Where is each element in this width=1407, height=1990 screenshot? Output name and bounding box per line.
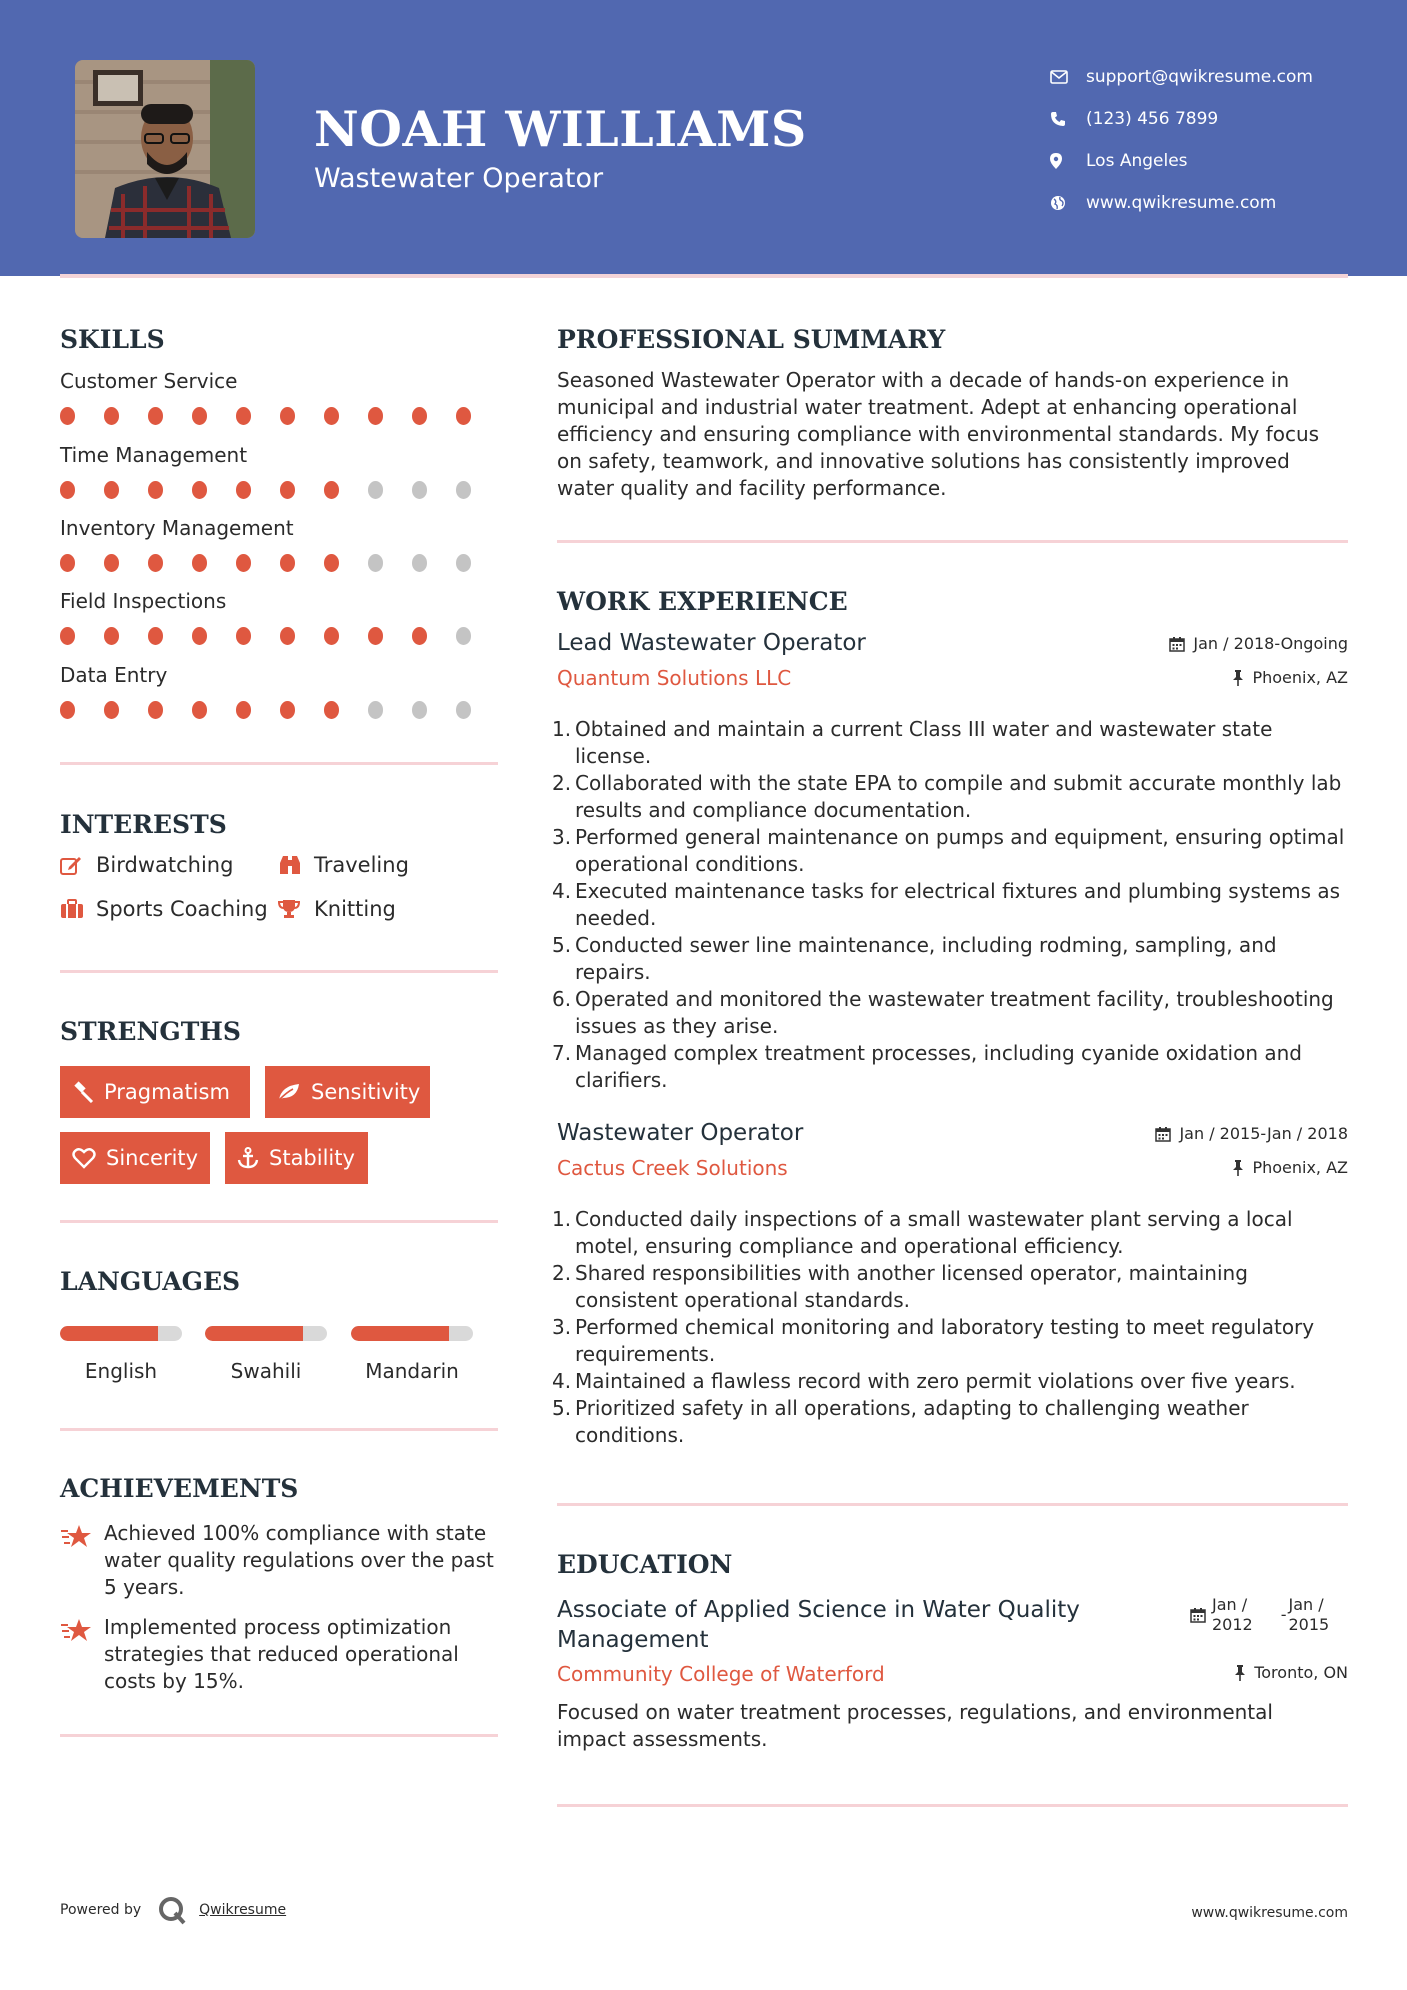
skill-dot [148,701,163,719]
job-bullet: 4. Executed maintenance tasks for electrical fixtures and plumbing systems as needed. [552,879,1341,930]
skill-dot [60,701,75,719]
leaf-icon [277,1082,301,1102]
interest-label: Traveling [314,853,409,877]
job-bullet: 6. Operated and monitored the wastewater treatment facility, troubleshooting issues as they arise. [552,987,1334,1038]
envelope-icon [1050,70,1086,84]
qwikresume-logo-icon [157,1895,187,1925]
experience-title: WORK EXPERIENCE [557,587,848,616]
star-icon [60,1520,104,1601]
skill-dot [280,407,295,425]
skill-rating [60,554,500,572]
section-divider [60,1734,498,1737]
language-bar [205,1326,327,1341]
candidate-title: Wastewater Operator [314,163,604,194]
education-end: Jan / 2015 [1288,1595,1330,1634]
summary-title: PROFESSIONAL SUMMARY [557,325,946,354]
job-company: Quantum Solutions LLC [557,666,792,690]
skill-dot [192,554,207,572]
skill-dot [280,701,295,719]
binoculars-icon [278,855,314,875]
calendar-icon [1190,1607,1206,1623]
job-bullets [552,1206,1348,1449]
education-start: Jan / 2012 [1212,1595,1253,1634]
star-icon [60,1614,104,1695]
job-bullet: 3. Performed chemical monitoring and laboratory testing to meet regulatory requirements. [552,1315,1315,1366]
language-bar-fill [205,1326,303,1341]
job-entry [552,630,1348,1094]
skill-dot [60,407,75,425]
skill-dot [236,554,251,572]
skill-dot [236,627,251,645]
job-role: Wastewater Operator [557,1120,804,1146]
achievement-item [60,1614,500,1695]
section-divider [60,762,498,765]
skill-dot [412,554,427,572]
skill-rating [60,481,500,499]
job-location-text: Phoenix, AZ [1252,668,1348,687]
education-description: Focused on water treatment processes, regulations, and environmental impact assessments. [557,1700,1273,1751]
contact-website-text: www.qwikresume.com [1086,193,1277,213]
skill-item [60,663,500,719]
skill-dot [412,627,427,645]
interest-label: Birdwatching [96,853,234,877]
resume-header [0,0,1407,276]
skill-dot [280,554,295,572]
education-dates [1190,1595,1329,1635]
language-bar-fill [60,1326,158,1341]
trophy-icon [278,899,314,919]
briefcase-icon [60,899,96,919]
job-company: Cactus Creek Solutions [557,1156,788,1180]
achievement-text: Implemented process optimization strategies that reduced operational costs by 15%. [104,1615,459,1693]
skill-dot [368,554,383,572]
job-dates [1155,1124,1348,1143]
interest-item [60,897,268,921]
calendar-icon [1155,1126,1171,1142]
contact-website[interactable] [1050,182,1313,224]
skill-dot [368,627,383,645]
skill-dot [412,407,427,425]
education-dash: - [1280,1605,1287,1624]
job-bullets [552,716,1348,1094]
skill-dot [148,407,163,425]
strengths-title: STRENGTHS [60,1017,241,1046]
strength-badge [60,1132,210,1184]
education-location-text: Toronto, ON [1254,1663,1348,1682]
job-dates-text: Jan / 2018-Ongoing [1193,634,1348,653]
skill-dot [324,627,339,645]
skill-dot [104,627,119,645]
skill-name: Field Inspections [60,589,227,613]
interest-item [278,897,396,921]
skill-item [60,516,500,572]
achievement-item [60,1520,500,1601]
language-item [60,1326,182,1383]
job-bullet: 5. Conducted sewer line maintenance, including rodming, sampling, and repairs. [552,933,1277,984]
job-bullet: 2. Collaborated with the state EPA to compile and submit accurate monthly lab results and compliance documentation. [552,771,1342,822]
strength-badge [60,1066,250,1118]
skill-dot [60,481,75,499]
section-divider [557,540,1348,543]
candidate-name: NOAH WILLIAMS [314,100,807,158]
skill-dot [368,701,383,719]
skill-dot [324,554,339,572]
skill-dot [104,701,119,719]
skill-dot [148,481,163,499]
skill-dot [456,627,471,645]
skill-dot [236,701,251,719]
section-divider [60,1428,498,1431]
language-item [205,1326,327,1383]
job-bullet: 7. Managed complex treatment processes, including cyanide oxidation and clarifiers. [552,1041,1302,1092]
education-location [1234,1663,1348,1682]
skill-dot [324,481,339,499]
skill-dot [236,481,251,499]
skill-dot [60,627,75,645]
skill-dot [192,481,207,499]
job-location [1232,1158,1348,1177]
interest-item [60,853,233,877]
skill-rating [60,701,500,719]
skills-title: SKILLS [60,325,165,354]
job-role: Lead Wastewater Operator [557,630,866,656]
skill-dot [104,554,119,572]
heart-icon [72,1147,96,1169]
skill-dot [192,627,207,645]
map-pin-icon [1050,153,1086,169]
language-name: Mandarin [365,1359,459,1383]
strength-badge [265,1066,430,1118]
skill-dot [456,701,471,719]
job-bullet: 3. Performed general maintenance on pumps and equipment, ensuring optimal operational conditions. [552,825,1345,876]
job-location [1232,668,1348,687]
skill-dot [456,481,471,499]
skill-dot [60,554,75,572]
skill-dot [412,481,427,499]
edit-icon [60,855,96,875]
anchor-icon [237,1147,259,1169]
skill-dot [324,407,339,425]
achievement-text: Achieved 100% compliance with state water quality regulations over the past 5 years. [104,1521,494,1599]
skill-rating [60,627,500,645]
strength-badge [225,1132,368,1184]
skill-dot [104,481,119,499]
contact-email-text: support@qwikresume.com [1086,67,1313,87]
section-divider [60,970,498,973]
skill-name: Data Entry [60,663,168,687]
skill-dot [280,481,295,499]
job-dates [1169,634,1348,653]
language-item [351,1326,473,1383]
education-degree: Associate of Applied Science in Water Quality Management [557,1597,1080,1653]
interest-item [278,853,409,877]
skill-item [60,369,500,425]
language-name: Swahili [230,1359,302,1383]
skill-dot [280,627,295,645]
strength-label: Stability [269,1146,355,1170]
languages-title: LANGUAGES [60,1267,241,1296]
profile-photo [75,60,255,238]
skill-rating [60,407,500,425]
calendar-icon [1169,636,1185,652]
skill-dot [192,701,207,719]
powered-by-label: Powered by [60,1902,142,1918]
job-location-text: Phoenix, AZ [1252,1158,1348,1177]
footer-powered-by [60,1895,286,1925]
gavel-icon [72,1081,94,1103]
language-name: English [84,1359,158,1383]
section-divider [557,1804,1348,1807]
skill-dot [368,407,383,425]
job-bullet: 4. Maintained a flawless record with zero permit violations over five years. [552,1369,1296,1393]
language-bar-fill [351,1326,449,1341]
job-dates-text: Jan / 2015-Jan / 2018 [1179,1124,1348,1143]
pushpin-icon [1232,670,1244,686]
skill-name: Time Management [60,443,248,467]
interests-title: INTERESTS [60,810,227,839]
language-bar [60,1326,182,1341]
contact-phone[interactable] [1050,98,1313,140]
header-divider [60,274,1348,278]
interest-label: Sports Coaching [96,897,268,921]
skill-dot [192,407,207,425]
job-bullet: 5. Prioritized safety in all operations, adapting to challenging weather conditions. [552,1396,1249,1447]
skill-dot [236,407,251,425]
phone-icon [1050,111,1086,127]
skill-dot [324,701,339,719]
strength-label: Sincerity [106,1146,199,1170]
achievements-title: ACHIEVEMENTS [60,1474,299,1503]
skill-dot [148,554,163,572]
education-school: Community College of Waterford [557,1662,885,1686]
skill-dot [456,554,471,572]
contact-location [1050,140,1313,182]
skill-dot [456,407,471,425]
strength-label: Pragmatism [104,1080,230,1104]
job-bullet: 2. Shared responsibilities with another licensed operator, maintaining consistent operational standards. [552,1261,1248,1312]
skill-dot [412,701,427,719]
globe-icon [1050,195,1086,211]
skill-item [60,443,500,499]
skill-dot [368,481,383,499]
job-entry [552,1120,1348,1449]
contact-list [1050,56,1313,224]
language-bar [351,1326,473,1341]
skill-dot [148,627,163,645]
job-bullet: 1. Conducted daily inspections of a small wastewater plant serving a local motel, ensuring compliance and operational efficiency. [552,1207,1293,1258]
job-bullet: 1. Obtained and maintain a current Class III water and wastewater state license. [552,717,1273,768]
section-divider [557,1503,1348,1506]
education-title: EDUCATION [557,1550,733,1579]
qwikresume-link[interactable]: Qwikresume [199,1902,287,1918]
pushpin-icon [1234,1665,1246,1681]
skill-name: Inventory Management [60,516,294,540]
pushpin-icon [1232,1160,1244,1176]
contact-location-text: Los Angeles [1086,151,1188,171]
contact-email[interactable] [1050,56,1313,98]
skill-name: Customer Service [60,369,238,393]
skill-dot [104,407,119,425]
contact-phone-text: (123) 456 7899 [1086,109,1219,129]
interest-label: Knitting [314,897,396,921]
strength-label: Sensitivity [311,1080,421,1104]
skill-item [60,589,500,645]
section-divider [60,1220,498,1223]
summary-text: Seasoned Wastewater Operator with a decade of hands-on experience in municipal and industrial water treatment. Adept at enhancing operational efficiency and ensuring compliance with environmental standards. My focus on safety, teamwork, and innovative solutions has consistently improved water quality and facility performance. [557,368,1320,500]
footer-website[interactable]: www.qwikresume.com [1191,1905,1348,1921]
